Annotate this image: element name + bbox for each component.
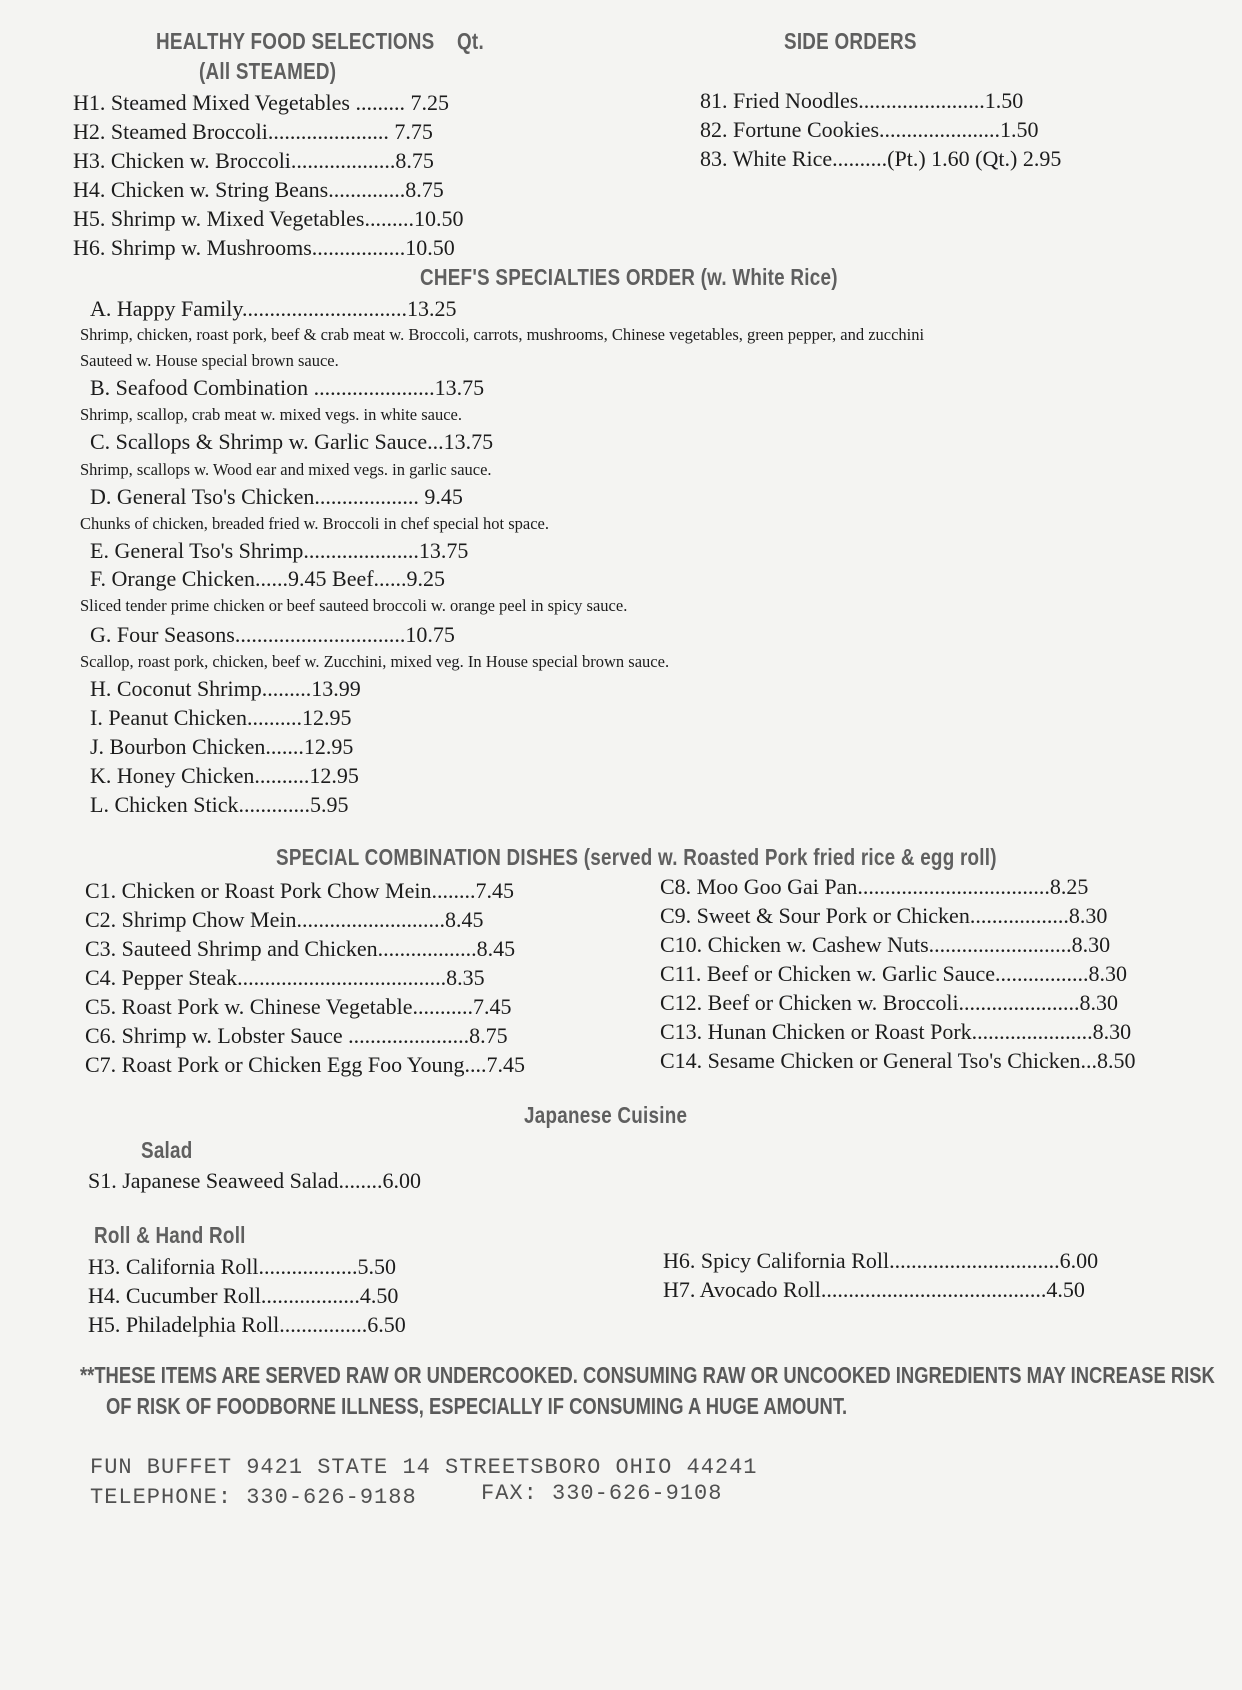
chef-item-description: Shrimp, chicken, roast pork, beef & crab meat w. Broccoli, carrots, mushrooms, Chinese vegetables, green pepper, and zucchini (80, 325, 925, 344)
healthy-item: H2. Steamed Broccoli...................... 7.75 (73, 119, 433, 144)
chef-item: F. Orange Chicken......9.45 Beef......9.25 (90, 566, 446, 591)
chef-item: A. Happy Family..............................13.25 (90, 296, 457, 321)
healthy-qt-label: Qt. (457, 28, 484, 54)
combo-item: C13. Hunan Chicken or Roast Pork......................8.30 (660, 1019, 1132, 1044)
raw-food-warning: **THESE ITEMS ARE SERVED RAW OR UNDERCOOKED. CONSUMING RAW OR UNCOOKED INGREDIENTS MAY INCREASE RISK (80, 1362, 1215, 1388)
fax: FAX: 330-626-9108 (481, 1481, 723, 1506)
chef-item-description: Scallop, roast pork, chicken, beef w. Zucchini, mixed veg. In House special brown sauce. (80, 652, 670, 671)
roll-item: H5. Philadelphia Roll................6.50 (88, 1312, 406, 1337)
combo-item: C1. Chicken or Roast Pork Chow Mein........7.45 (85, 878, 514, 903)
combo-item: C6. Shrimp w. Lobster Sauce ......................8.75 (85, 1023, 508, 1048)
combo-item: C7. Roast Pork or Chicken Egg Foo Young....7.45 (85, 1052, 526, 1077)
telephone: TELEPHONE: 330-626-9188 (90, 1485, 417, 1510)
chef-item-description: Shrimp, scallops w. Wood ear and mixed vegs. in garlic sauce. (80, 460, 492, 479)
raw-food-warning-cont: OF RISK OF FOODBORNE ILLNESS, ESPECIALLY IF CONSUMING A HUGE AMOUNT. (106, 1393, 848, 1419)
chef-item: J. Bourbon Chicken.......12.95 (90, 734, 354, 759)
combo-item: C12. Beef or Chicken w. Broccoli......................8.30 (660, 990, 1119, 1015)
combo-item: C10. Chicken w. Cashew Nuts..........................8.30 (660, 932, 1111, 957)
combo-item: C4. Pepper Steak......................................8.35 (85, 965, 485, 990)
healthy-title: HEALTHY FOOD SELECTIONS (156, 28, 435, 54)
chef-item: B. Seafood Combination ......................13.75 (90, 375, 485, 400)
japanese-title: Japanese Cuisine (524, 1102, 688, 1128)
combo-item: C3. Sauteed Shrimp and Chicken..................8.45 (85, 936, 516, 961)
side-order-item: 82. Fortune Cookies......................1.50 (700, 117, 1039, 142)
healthy-item: H6. Shrimp w. Mushrooms.................10.50 (73, 235, 455, 260)
chef-item: D. General Tso's Chicken................... 9.45 (90, 484, 463, 509)
roll-title: Roll & Hand Roll (94, 1222, 246, 1248)
chef-item: G. Four Seasons...............................10.75 (90, 622, 455, 647)
combo-item: C8. Moo Goo Gai Pan...................................8.25 (660, 874, 1089, 899)
chef-item: L. Chicken Stick.............5.95 (90, 792, 349, 817)
chef-item-description: Sauteed w. House special brown sauce. (80, 351, 339, 370)
salad-item: S1. Japanese Seaweed Salad........6.00 (88, 1168, 421, 1193)
chef-item: E. General Tso's Shrimp.....................13.75 (90, 538, 469, 563)
restaurant-address: FUN BUFFET 9421 STATE 14 STREETSBORO OHIO 44241 (90, 1455, 758, 1480)
healthy-item: H3. Chicken w. Broccoli...................8.75 (73, 148, 434, 173)
combination-title: SPECIAL COMBINATION DISHES (served w. Roasted Pork fried rice & egg roll) (276, 844, 997, 870)
roll-item: H6. Spicy California Roll...............................6.00 (663, 1248, 1099, 1273)
combo-item: C11. Beef or Chicken w. Garlic Sauce.................8.30 (660, 961, 1127, 986)
healthy-item: H4. Chicken w. String Beans..............8.75 (73, 177, 444, 202)
chef-item: I. Peanut Chicken..........12.95 (90, 705, 352, 730)
chef-item-description: Shrimp, scallop, crab meat w. mixed vegs. in white sauce. (80, 405, 462, 424)
chef-specialties-title: CHEF'S SPECIALTIES ORDER (w. White Rice) (420, 264, 838, 290)
healthy-item: H1. Steamed Mixed Vegetables ......... 7.25 (73, 90, 449, 115)
chef-item-description: Chunks of chicken, breaded fried w. Broccoli in chef special hot space. (80, 514, 550, 533)
chef-item: H. Coconut Shrimp.........13.99 (90, 676, 361, 701)
chef-item: C. Scallops & Shrimp w. Garlic Sauce...13.75 (90, 429, 494, 454)
healthy-subtitle: (All STEAMED) (199, 58, 337, 84)
combo-item: C2. Shrimp Chow Mein...........................8.45 (85, 907, 484, 932)
roll-item: H7. Avocado Roll.........................................4.50 (663, 1277, 1085, 1302)
side-order-item: 81. Fried Noodles.......................1.50 (700, 88, 1024, 113)
roll-item: H4. Cucumber Roll..................4.50 (88, 1283, 399, 1308)
combo-item: C5. Roast Pork w. Chinese Vegetable...........7.45 (85, 994, 512, 1019)
combo-item: C14. Sesame Chicken or General Tso's Chicken...8.50 (660, 1048, 1136, 1073)
healthy-item: H5. Shrimp w. Mixed Vegetables.........10.50 (73, 206, 464, 231)
side-order-item: 83. White Rice..........(Pt.) 1.60 (Qt.) 2.95 (700, 146, 1062, 171)
salad-title: Salad (141, 1137, 193, 1163)
combo-item: C9. Sweet & Sour Pork or Chicken..................8.30 (660, 903, 1108, 928)
chef-item: K. Honey Chicken..........12.95 (90, 763, 359, 788)
chef-item-description: Sliced tender prime chicken or beef sauteed broccoli w. orange peel in spicy sauce. (80, 596, 628, 615)
roll-item: H3. California Roll..................5.50 (88, 1254, 396, 1279)
side-orders-title: SIDE ORDERS (784, 28, 917, 54)
